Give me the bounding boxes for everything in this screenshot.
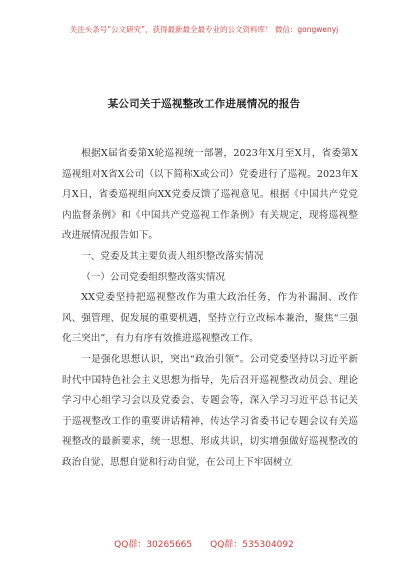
document-title: 某公司关于巡视整改工作进展情况的报告 <box>107 98 301 110</box>
promo-banner: 关注头条号“公文研究”，获得最新最全最专业的公文资料库！ 微信：gongwenyj <box>69 25 339 34</box>
subsection-heading-1: （一）公司党委组织整改落实情况 <box>81 271 226 283</box>
paragraph-point-one: 一是强化思想认识，突出“政治引领”。公司党委坚持以习近平新时代中国特色社会主义思想为指导，先后召开巡视整改动员会、理论学习中心组学习会以及党委会、专题会等，深入学习习近平总书记关于巡视整改工作的重要讲话精神，传达学习省委书记专题会议有关巡视整改的最新要求，统一思想、形成共识，切实增强做好巡视整改的政治自觉、思想自觉和行动自觉，在公司上下牢固树立 <box>62 353 358 468</box>
qq-group-2: QQ群：535304092 <box>210 540 294 550</box>
qq-group-footer <box>0 537 408 550</box>
paragraph-intro: 根据X届省委第X轮巡视统一部署，2023年X月至X月，省委第X巡视组对X省X公司（以下简称X或公司）党委进行了巡视。2023年X月X日，省委巡视组向XX党委反馈了巡视意见。根据《中国共产党党内监督条例》和《中国共产党巡视工作条例》有关规定，现将巡视整改进展情况报告如下。 <box>62 148 358 242</box>
paragraph-party-committee: XX党委坚持把巡视整改作为重大政治任务，作为补漏洞、改作风、强管理、促发展的重要机遇，坚持立行立改标本兼治，聚焦“三强化三突出”，有力有序有效推进巡视整改工作。 <box>62 292 358 345</box>
section-heading-1: 一、党委及其主要负责人组织整改落实情况 <box>81 250 264 262</box>
document-body <box>62 144 358 474</box>
qq-group-1: QQ群：30265665 <box>114 540 193 550</box>
